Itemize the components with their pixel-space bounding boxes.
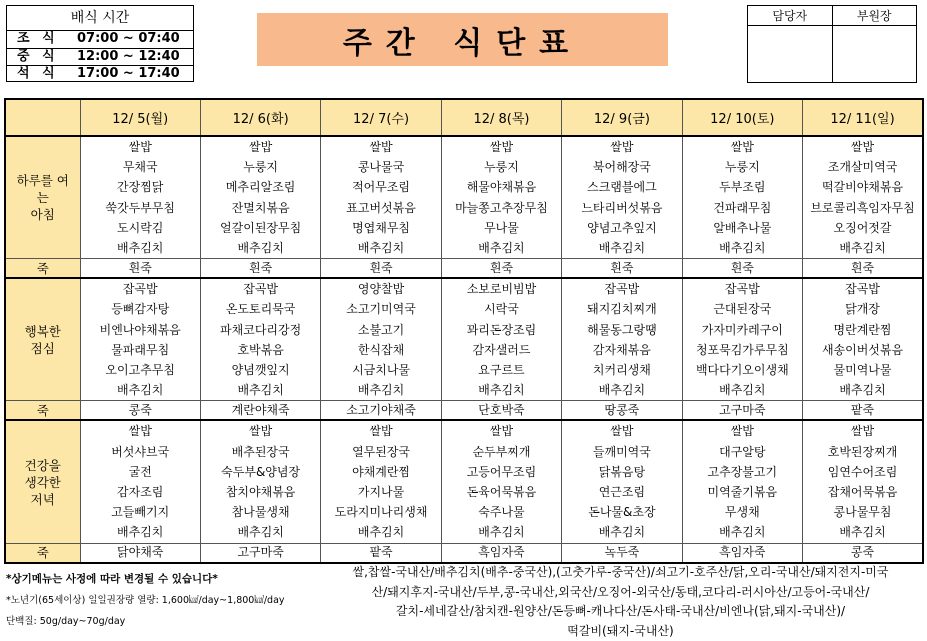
approval-header-deputy: 부원장 [832,6,917,26]
porridge-item: 계란야채죽 [200,401,320,421]
day-header: 12/ 10(토) [682,99,802,136]
menu-item: 미역줄기볶음 [707,485,778,500]
menu-item: 온도토리묵국 [225,302,296,317]
menu-item: 배추김치 [478,241,525,256]
origin-line: 떡갈비(돼지-국내산) [567,623,674,638]
menu-item: 브로콜리흑임자무침 [810,200,915,215]
menu-item: 임연수어조림 [827,464,898,479]
meal-label-line: 저녁 [30,491,55,507]
menu-item: 영양찰밥 [357,282,405,297]
menu-item: 배추김치 [478,525,525,540]
menu-item: 오이고추무침 [105,363,175,378]
menu-item: 순두부찌개 [472,444,531,459]
menu-item: 누룽지 [724,160,760,175]
meal-label-line: 건강을 [24,457,61,473]
menu-item: 배추김치 [839,383,886,398]
menu-item: 소보로비빔밥 [466,282,537,297]
origin-info [318,563,923,641]
menu-item: 들깨미역국 [592,444,651,459]
menu-item: 야채계란찜 [352,464,411,479]
serving-row-lunch [7,48,193,66]
serving-time-box [6,5,194,82]
porridge-item: 팥죽 [321,543,441,563]
porridge-label: 죽 [5,543,80,563]
day-header: 12/ 6(화) [200,99,320,136]
meal-label [5,278,80,401]
meal-label-line: 하루를 여 [16,173,69,189]
menu-item: 배추김치 [117,525,164,540]
menu-item: 쌀밥 [128,140,152,154]
menu-item: 배추된장국 [231,444,290,459]
origin-line: 산/돼지후지-국내산/두부,콩-국내산,외국산/오징어-외국산/동태,코다리-러시아산/고등어-국내산/ [371,584,870,599]
menu-item: 새송이버섯볶음 [821,342,904,357]
porridge-item: 고구마죽 [200,543,320,563]
menu-item: 콩나물국 [357,160,405,175]
menu-item: 물미역나물 [833,363,892,378]
menu-item: 소고기미역국 [346,302,416,317]
title-banner [257,13,668,66]
menu-item: 오징어젓갈 [833,220,892,235]
porridge-label: 죽 [5,259,80,279]
menu-item: 열무된장국 [352,444,411,459]
menu-item: 버섯샤브국 [111,444,170,459]
menu-item: 스크램블에그 [587,180,657,195]
menu-item: 배추김치 [357,525,405,540]
menu-item: 쌀밥 [610,424,634,439]
menu-item: 배추김치 [117,241,164,256]
serving-row-dinner [7,65,193,83]
menu-item: 느타리버섯볶음 [581,200,663,215]
menu-item: 배추김치 [719,383,766,398]
day-header: 12/ 8(목) [441,99,561,136]
menu-item: 명엽채무침 [352,220,411,235]
porridge-item: 흰죽 [321,259,441,279]
menu-item: 도시락김 [117,220,164,235]
menu-item: 쌀밥 [128,424,152,439]
menu-item: 꽈리돈장조림 [466,322,537,337]
menu-item: 감자샐러드 [472,342,531,357]
note-energy: *노년기(65세이상) 일일권장량 열량: 1,600㎉/day~1,800㎉/day [6,595,285,606]
menu-item: 닭개장 [845,302,880,317]
menu-item: 배추김치 [357,241,405,256]
menu-item: 배추김치 [598,241,646,256]
approval-sign-deputy[interactable] [832,26,917,83]
menu-item: 배추김치 [478,383,525,398]
menu-cell [80,278,200,401]
meal-label-line: 아침 [30,207,55,223]
menu-cell [682,420,802,543]
lunch-row [5,278,923,401]
day-header: 12/ 7(수) [321,99,441,136]
meal-label [5,136,80,259]
menu-cell [80,136,200,259]
menu-item: 닭볶음탕 [598,464,646,479]
serving-label: 중 식 [17,48,59,64]
menu-item: 무나물 [484,220,519,235]
menu-item: 명란계란찜 [833,322,892,337]
menu-item: 시락국 [484,302,519,317]
menu-item: 쑥갓두부무침 [105,200,175,215]
menu-item: 호박된장찌개 [827,444,898,459]
menu-item: 고들빼기지 [111,505,170,520]
menu-item: 참나물생채 [231,505,290,520]
menu-item: 고등어무조림 [466,464,537,479]
menu-item: 쌀밥 [369,424,393,439]
weekly-menu-table [4,98,924,564]
day-header: 12/ 9(금) [562,99,682,136]
day-header-row [5,99,923,136]
porridge-item: 닭야채죽 [80,543,200,563]
menu-item: 무채국 [122,160,158,175]
menu-item: 쌀밥 [249,140,273,154]
menu-item: 떡갈비야채볶음 [821,180,904,195]
porridge-item: 흑임자죽 [441,543,561,563]
menu-item: 쌀밥 [249,424,273,439]
menu-item: 가지나물 [357,485,405,500]
serving-time: 17:00 ~ 17:40 [77,66,180,81]
menu-item: 얼갈이된장무침 [220,220,302,235]
menu-cell [562,278,682,401]
menu-item: 잡곡밥 [122,282,158,297]
menu-item: 감자조림 [117,485,164,500]
menu-item: 해물야채볶음 [466,180,537,195]
menu-item: 참치야채볶음 [225,485,296,500]
porridge-item: 흰죽 [682,259,802,279]
menu-item: 북어해장국 [592,160,651,175]
menu-cell [682,278,802,401]
approval-header-manager: 담당자 [748,6,833,26]
menu-item: 돈나물&초장 [588,505,656,520]
menu-item: 배추김치 [839,241,886,256]
menu-item: 잔멸치볶음 [231,200,290,215]
menu-item: 콩나물무침 [833,505,892,520]
menu-item: 숙두부&양념장 [221,464,301,479]
menu-item: 알배추나물 [713,220,772,235]
menu-item: 등뼈감자탕 [111,302,170,317]
dinner-row [5,420,923,543]
page-title: 주간 식단표 [342,25,583,61]
menu-item: 백다다기오이생채 [695,363,789,378]
meal-label-line: 생각한 [24,474,61,490]
origin-line: 쌀,찹쌀-국내산/배추김치(배추-중국산),(고춧가루-중국산)/쇠고기-호주산/닭,오리-국내산/돼지전지-미국 [352,565,889,579]
menu-item: 감자채볶음 [592,342,651,357]
day-header: 12/ 5(월) [80,99,200,136]
menu-item: 물파래무침 [111,342,170,357]
menu-item: 무생채 [724,505,760,520]
menu-item: 메추리알조림 [225,180,296,195]
menu-cell [200,420,320,543]
approval-sign-manager[interactable] [748,26,833,83]
approval-box [747,5,917,83]
menu-item: 건파래무침 [713,200,772,215]
menu-item: 근대된장국 [713,302,772,317]
serving-time: 12:00 ~ 12:40 [77,48,180,64]
menu-cell [803,278,923,401]
menu-item: 잡곡밥 [724,282,760,297]
menu-item: 간장찜닭 [117,180,164,195]
menu-item: 시금치나물 [352,363,411,378]
menu-item: 돈육어묵볶음 [466,485,537,500]
menu-item: 호박볶음 [237,342,284,357]
porridge-item: 콩죽 [803,543,923,563]
menu-cell [321,136,441,259]
menu-cell [200,278,320,401]
menu-item: 배추김치 [719,241,766,256]
menu-item: 쌀밥 [850,424,875,439]
dinner-porridge-row [5,543,923,563]
menu-cell [80,420,200,543]
menu-item: 숙주나물 [478,505,525,520]
menu-cell [803,420,923,543]
menu-item: 배추김치 [117,383,164,398]
menu-item: 마늘쫑고추장무침 [455,200,548,215]
menu-item: 연근조림 [598,485,646,500]
porridge-item: 흑임자죽 [682,543,802,563]
menu-cell [803,136,923,259]
serving-time: 07:00 ~ 07:40 [77,31,180,46]
menu-item: 배추김치 [719,525,766,540]
menu-item: 쌀밥 [730,140,754,154]
porridge-item: 흰죽 [441,259,561,279]
serving-time-title: 배식 시간 [7,6,193,31]
menu-item: 쌀밥 [489,424,514,439]
menu-item: 누룽지 [484,160,519,175]
menu-item: 고추장불고기 [707,464,778,479]
menu-item: 가자미카레구이 [701,322,783,337]
day-header: 12/ 11(일) [803,99,923,136]
menu-item: 잡채어묵볶음 [827,485,898,500]
notes [6,569,324,632]
menu-item: 배추김치 [237,525,284,540]
menu-item: 두부조림 [719,180,766,195]
porridge-item: 흰죽 [562,259,682,279]
menu-item: 잡곡밥 [243,282,279,297]
menu-cell [321,420,441,543]
porridge-item: 땅콩죽 [562,401,682,421]
menu-item: 배추김치 [237,241,284,256]
menu-item: 청포묵김가루무침 [695,342,789,357]
menu-cell [682,136,802,259]
porridge-item: 흰죽 [200,259,320,279]
serving-label: 석 식 [17,66,59,81]
menu-item: 파채코다리강정 [220,322,302,337]
menu-item: 굴전 [128,464,152,479]
meal-label-line: 행복한 [24,323,61,339]
serving-row-breakfast [7,31,193,48]
menu-item: 잡곡밥 [604,282,640,297]
porridge-item: 흰죽 [80,259,200,279]
menu-item: 쌀밥 [369,140,393,154]
menu-item: 도라지미나리생채 [334,505,428,520]
breakfast-porridge-row [5,259,923,279]
menu-cell [321,278,441,401]
porridge-item: 소고기야채죽 [321,401,441,421]
menu-item: 표고버섯볶음 [346,200,416,215]
menu-item: 잡곡밥 [845,282,880,297]
menu-item: 양념고추잎지 [587,220,657,235]
menu-item: 배추김치 [598,525,646,540]
meal-label-line: 는 [36,190,49,206]
menu-item: 요구르트 [478,363,525,378]
menu-item: 배추김치 [839,525,886,540]
menu-item: 돼지김치찌개 [587,302,657,317]
menu-item: 치커리생채 [592,363,651,378]
menu-cell [562,420,682,543]
menu-item: 적어무조림 [352,180,411,195]
menu-cell [200,136,320,259]
menu-item: 대구알탕 [719,444,766,459]
menu-item: 비엔나야채볶음 [99,322,181,337]
corner-cell [5,99,80,136]
menu-item: 소불고기 [357,322,405,337]
note-protein: 단백질: 50g/day~70g/day [6,616,126,627]
menu-item: 배추김치 [598,383,646,398]
menu-cell [441,420,561,543]
note-change: *상기메뉴는 사정에 따라 변경될 수 있습니다* [6,573,218,585]
menu-item: 쌀밥 [850,140,875,154]
lunch-porridge-row [5,401,923,421]
breakfast-row [5,136,923,259]
porridge-item: 콩죽 [80,401,200,421]
porridge-item: 고구마죽 [682,401,802,421]
porridge-item: 녹두죽 [562,543,682,563]
menu-cell [441,278,561,401]
menu-item: 쌀밥 [610,140,634,154]
menu-item: 누룽지 [243,160,279,175]
menu-item: 조개살미역국 [827,160,898,175]
menu-item: 쌀밥 [489,140,514,154]
porridge-item: 팥죽 [803,401,923,421]
menu-cell [441,136,561,259]
meal-label-line: 점심 [30,340,55,356]
serving-label: 조 식 [17,31,59,46]
porridge-item: 단호박죽 [441,401,561,421]
menu-item: 양념깻잎지 [231,363,290,378]
porridge-item: 흰죽 [803,259,923,279]
menu-item: 배추김치 [237,383,284,398]
menu-item: 배추김치 [357,383,405,398]
menu-cell [562,136,682,259]
meal-label [5,420,80,543]
porridge-label: 죽 [5,401,80,421]
menu-item: 한식잡채 [357,342,405,357]
menu-item: 해물동그랑땡 [587,322,657,337]
menu-item: 쌀밥 [730,424,754,439]
origin-line: 갈치-세네갈산/참치캔-원양산/돈등뼈-캐나다산/돈사태-국내산/비엔나(닭,돼지-국내산)/ [395,604,846,618]
